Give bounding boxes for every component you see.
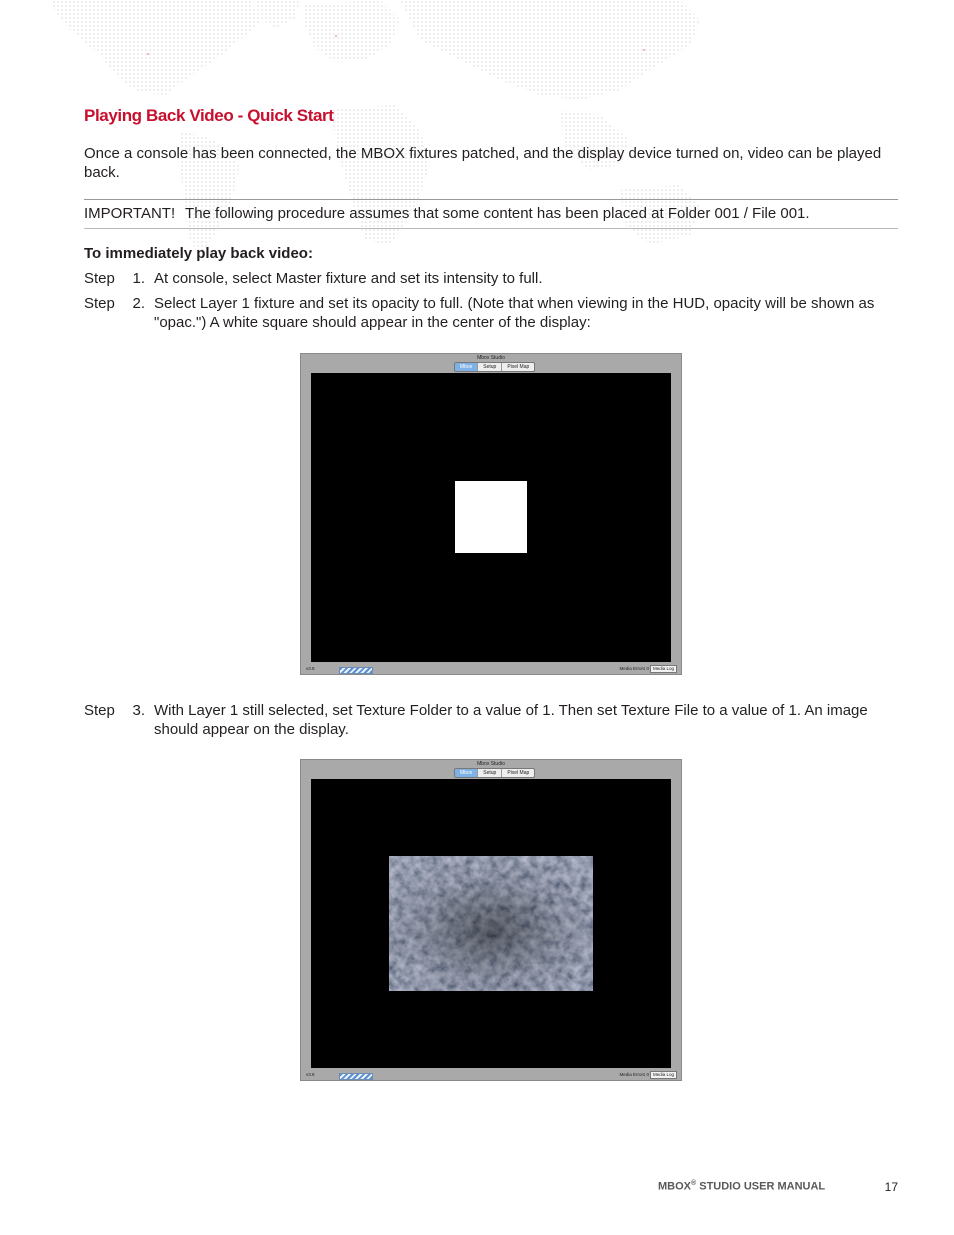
step-word: Step xyxy=(84,295,115,312)
procedure-heading: To immediately play back video: xyxy=(84,245,313,262)
tab-setup: Setup xyxy=(478,363,502,371)
tab-setup: Setup xyxy=(478,769,502,777)
step-text: Select Layer 1 fixture and set its opacity to full. (Note that when viewing in the HUD, opacity will be shown as "opac.") A white square should appear in the center of the display: xyxy=(154,295,875,331)
version-label: v3.8 xyxy=(306,1072,315,1077)
step-number: 2. xyxy=(132,295,145,312)
tab-pixel-map: Pixel Map xyxy=(507,770,530,776)
footer-manual-title xyxy=(658,1180,825,1193)
tab-pixel-map: Pixel Map xyxy=(507,364,530,370)
tab-bar xyxy=(454,768,535,778)
step-text: At console, select Master fixture and set its intensity to full. xyxy=(154,270,543,287)
display-preview xyxy=(311,779,671,1068)
important-label: IMPORTANT! xyxy=(84,205,176,222)
window-title: Mbox Studio xyxy=(477,355,505,361)
status-bar xyxy=(301,664,681,675)
step-2 xyxy=(84,294,898,334)
step-word: Step xyxy=(84,270,115,287)
mbox-studio-screenshot-video-image xyxy=(300,759,682,1081)
media-log-button: Media Log xyxy=(650,665,677,673)
step-word: Step xyxy=(84,702,115,719)
section-title: Playing Back Video - Quick Start xyxy=(84,106,334,125)
video-image xyxy=(389,856,593,991)
step-3 xyxy=(84,701,898,741)
registered-mark: ® xyxy=(691,1180,697,1187)
important-note xyxy=(84,199,898,229)
mbox-studio-screenshot-white-square xyxy=(300,353,682,675)
media-log-button: Media Log xyxy=(650,1071,677,1079)
status-text: Media Errors 0 xyxy=(619,666,649,671)
white-square xyxy=(455,481,527,553)
footer-manual: STUDIO USER MANUAL xyxy=(696,1180,826,1193)
step-number: 1. xyxy=(132,270,145,287)
status-text: Media Errors 0 xyxy=(619,1072,649,1077)
window-title: Mbox Studio xyxy=(477,761,505,767)
page-number: 17 xyxy=(884,1180,898,1194)
tab-bar xyxy=(454,362,535,372)
version-label: v3.8 xyxy=(306,666,315,671)
step-1 xyxy=(84,269,898,289)
progress-bar xyxy=(339,1073,373,1080)
important-text: The following procedure assumes that some content has been placed at Folder 001 / File 001. xyxy=(185,205,810,222)
display-preview xyxy=(311,373,671,662)
progress-bar xyxy=(339,667,373,674)
step-number: 3. xyxy=(132,702,145,719)
tab-mbox: Mbox xyxy=(455,363,478,371)
step-text: With Layer 1 still selected, set Texture Folder to a value of 1. Then set Texture File to a value of 1. An image should appear on the display. xyxy=(154,702,868,738)
status-bar xyxy=(301,1070,681,1081)
tab-mbox: Mbox xyxy=(455,769,478,777)
intro-paragraph: Once a console has been connected, the MBOX fixtures patched, and the display device turned on, video can be played back. xyxy=(84,145,882,181)
footer-brand: MBOX xyxy=(658,1180,691,1193)
